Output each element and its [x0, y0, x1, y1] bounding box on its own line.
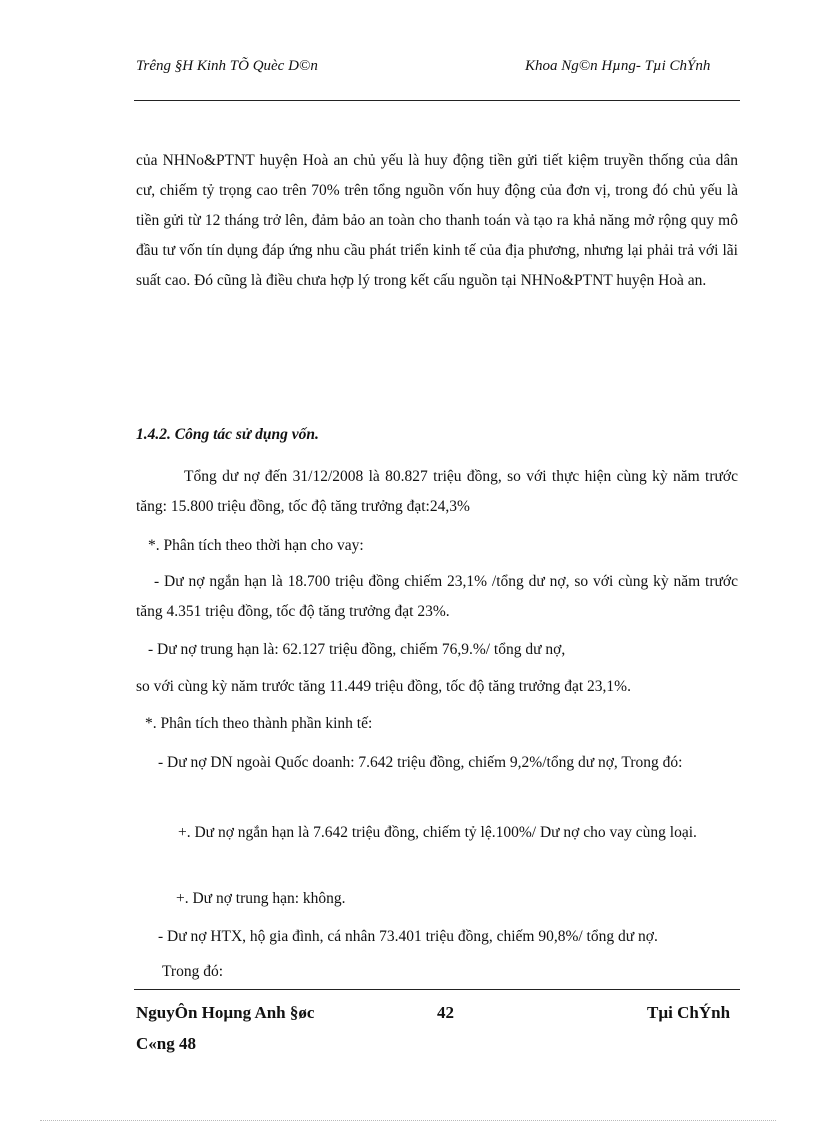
medium-term-line1: - Dư nợ trung hạn là: 62.127 triệu đồng, chiếm 76,9.%/ tổng dư nợ, [148, 641, 566, 658]
header-school: Trêng §H Kinh TÕ Quèc D©n [136, 58, 318, 74]
sector-analysis: *. Phân tích theo thành phần kinh tế: [145, 715, 373, 732]
footer-author: NguyÔn Hoµng Anh §øc [136, 1003, 315, 1022]
non-state-short-paragraph: +. Dư nợ ngắn hạn là 7.642 triệu đồng, chiếm tỷ lệ.100%/ Dư nợ cho vay cùng loại. [178, 824, 697, 841]
non-state-paragraph: - Dư nợ DN ngoài Quốc doanh: 7.642 triệu đồng, chiếm 9,2%/tổng dư nợ, Trong đó: [158, 754, 683, 771]
htx-paragraph: - Dư nợ HTX, hộ gia đình, cá nhân 73.401 triệu đồng, chiếm 90,8%/ tổng dư nợ. [158, 928, 658, 945]
header-rule [134, 100, 740, 101]
intro-paragraph: của NHNo&PTNT huyện Hoà an chủ yếu là huy động tiền gửi tiết kiệm truyền thống của dân cư, chiếm tỷ trọng cao trên 70% trên tổng nguồn vốn huy động của đơn vị, trong đó chủ yếu là tiền gửi từ 12 tháng trở lên, đảm bảo an toàn cho thanh toán và tạo ra khả năng mở rộng quy mô đầu tư vốn tín dụng đáp ứng nhu cầu phát triển kinh tế của địa phương, nhưng lại phải trả với lãi suất cao. Đó cũng là điều chưa hợp lý trong kết cấu nguồn tại NHNo&PTNT huyện Hoà an. [136, 152, 738, 289]
in-which: Trong đó: [162, 963, 224, 980]
page-number: 42 [437, 1003, 454, 1022]
footer-cohort: C«ng 48 [136, 1034, 196, 1053]
medium-term-line2: so với cùng kỳ năm trước tăng 11.449 triệu đồng, tốc độ tăng trưởng đạt 23,1%. [136, 678, 631, 695]
short-term-paragraph: - Dư nợ ngắn hạn là 18.700 triệu đồng chiếm 23,1% /tổng dư nợ, so với cùng kỳ năm trước tăng 4.351 triệu đồng, tốc độ tăng trưởng đạt 23%. [136, 573, 738, 620]
section-heading: 1.4.2. Công tác sử dụng vốn. [136, 426, 319, 443]
footer-rule [134, 989, 740, 990]
non-state-medium: +. Dư nợ trung hạn: không. [176, 890, 346, 907]
header-faculty: Khoa Ng©n Hµng- Tµi ChÝnh [525, 58, 711, 74]
footer-class: Tµi ChÝnh [647, 1003, 731, 1022]
term-analysis: *. Phân tích theo thời hạn cho vay: [148, 537, 364, 554]
total-paragraph: Tổng dư nợ đến 31/12/2008 là 80.827 triệu đồng, so với thực hiện cùng kỳ năm trước tăng: 15.800 triệu đồng, tốc độ tăng trưởng đạt:24,3% [136, 468, 738, 515]
page-edge [40, 1120, 776, 1121]
